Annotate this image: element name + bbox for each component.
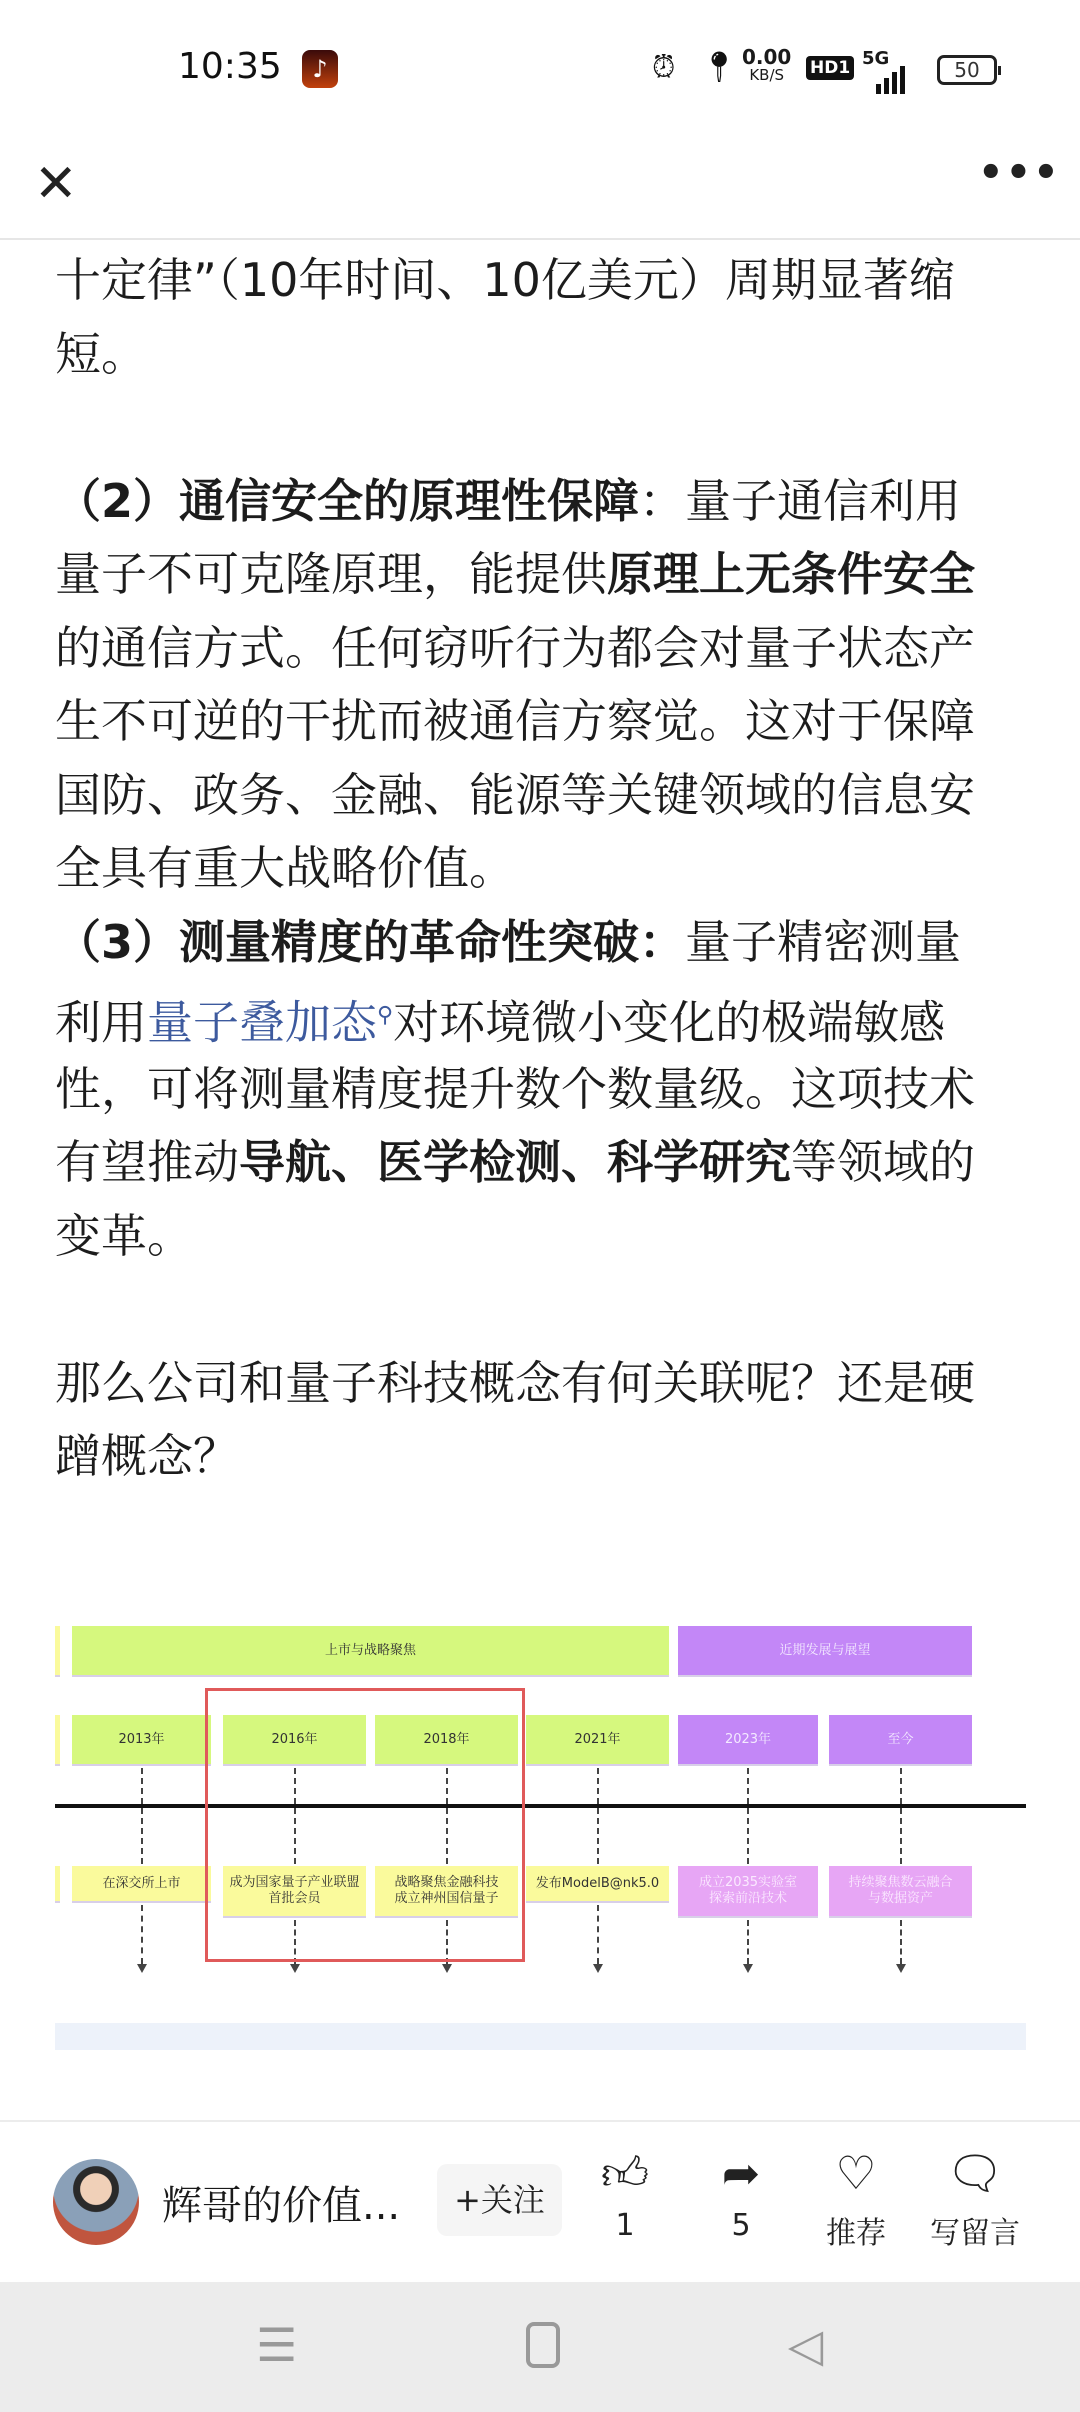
location-icon: 📍︎ [700, 50, 739, 85]
arrow-down-icon [743, 1964, 753, 1973]
timeline-event: 成立2035实验室 探索前沿技术 [678, 1866, 818, 1918]
bold-text: （3）测量精度的革命性突破： [55, 914, 686, 969]
article-line [55, 832, 1055, 906]
status-time: 10:35 [178, 46, 282, 87]
timeline-event: 发布ModelB@nk5.0 [526, 1866, 669, 1903]
close-icon[interactable]: ✕ [34, 154, 78, 214]
signal-bars-icon [876, 62, 905, 94]
timeline-year: 2016年 [223, 1715, 366, 1766]
heart-icon: ♡ [835, 2146, 877, 2200]
text-segment: 等领域的 [791, 1135, 975, 1189]
article-body [55, 244, 1055, 1494]
bold-text: 导航、医学检测、科学研究 [239, 1135, 791, 1189]
text-segment: 对环境微小变化的极端敏感 [393, 995, 946, 1050]
timeline-connector [597, 1905, 599, 1964]
menu-icon[interactable]: ☰ [256, 2318, 298, 2372]
article-line [55, 1420, 1055, 1494]
text-segment: 量子不可克隆原理，能提供 [55, 547, 607, 601]
timeline-event: 在深交所上市 [72, 1866, 211, 1903]
timeline-phase-partial [55, 1626, 60, 1677]
action-label: 5 [731, 2208, 751, 2243]
text-segment: 量子精密测量 [685, 914, 962, 969]
text-segment: 的通信方式。任何窃听行为都会对量子状态产 [55, 620, 975, 675]
search-icon[interactable]: ⚲ [377, 1003, 394, 1028]
comment-add-button[interactable] [925, 2142, 1025, 2252]
text-segment: 变革。 [55, 1208, 193, 1263]
timeline-connector [141, 1905, 143, 1964]
follow-button[interactable]: +关注 [437, 2164, 562, 2236]
hd-icon: HD1 [806, 56, 854, 80]
article-line [55, 465, 1055, 539]
keyword-link[interactable]: 量子叠加态 [147, 995, 377, 1050]
share-icon: ➦ [721, 2146, 761, 2200]
text-segment: 蹭概念？ [55, 1429, 239, 1483]
timeline-event: 成为国家量子产业联盟 首批会员 [223, 1866, 366, 1918]
timeline-year: 2018年 [375, 1715, 518, 1766]
tiktok-notification-icon: ♪ [302, 50, 338, 88]
timeline-connector [597, 1768, 599, 1864]
action-label: 写留言 [930, 2216, 1020, 2251]
thumbs-up-icon: 👍︎ [600, 2146, 650, 2200]
text-segment: 那么公司和量子科技概念有何关联呢？还是硬 [55, 1355, 975, 1410]
article-line [55, 1347, 1055, 1421]
timeline-year: 至今 [829, 1715, 972, 1766]
image-footer-bar [55, 2023, 1026, 2050]
home-icon[interactable] [526, 2322, 560, 2368]
bold-text: 原理上无条件安全 [607, 547, 975, 601]
text-segment: ：量子通信利用 [639, 473, 962, 528]
action-label: 推荐 [826, 2216, 886, 2251]
thumbs-up-button[interactable] [575, 2142, 675, 2243]
heart-button[interactable] [806, 2142, 906, 2252]
timeline-year: 2013年 [72, 1715, 211, 1766]
timeline-year: 2021年 [526, 1715, 669, 1766]
timeline-event: 持续聚焦数云融合 与数据资产 [829, 1866, 972, 1918]
article-line [55, 906, 1055, 980]
action-label: 1 [615, 2208, 635, 2243]
alarm-icon: ⏰︎ [652, 50, 676, 85]
article-line [55, 538, 1055, 612]
article-line [55, 685, 1055, 759]
article-line [55, 612, 1055, 686]
arrow-down-icon [137, 1964, 147, 1973]
text-segment: 生不可逆的干扰而被通信方察觉。这对于保障 [55, 694, 975, 748]
highlight-box [205, 1688, 525, 1962]
timeline-year: 2023年 [678, 1715, 818, 1766]
signal-type: 5G [862, 48, 890, 69]
net-speed-unit: KB/S [749, 66, 785, 84]
bottom-action-bar [0, 2120, 1080, 2282]
author-avatar[interactable] [53, 2159, 139, 2245]
timeline-phase-green: 上市与战略聚焦 [72, 1626, 669, 1677]
author-name[interactable]: 辉哥的价值... [162, 2183, 401, 2229]
system-nav-bar [0, 2282, 1080, 2412]
article-line [55, 759, 1055, 833]
text-segment: 十定律”（10年时间、10亿美元）周期显著缩 [55, 253, 955, 307]
timeline-axis [55, 1804, 1026, 1808]
article-line [55, 1053, 1055, 1127]
text-segment: 短。 [55, 326, 147, 381]
article-line [55, 244, 1055, 318]
timeline-phase-purple: 近期发展与展望 [678, 1626, 972, 1677]
status-bar [0, 0, 1080, 130]
timeline-connector [747, 1920, 749, 1964]
timeline-event-partial [55, 1866, 60, 1903]
text-segment: 国防、政务、金融、能源等关键领域的信息安 [55, 767, 975, 822]
text-segment: 有望推动 [55, 1135, 239, 1189]
timeline-year-partial [55, 1715, 60, 1766]
battery-icon: 50 [937, 55, 997, 85]
timeline-event: 战略聚焦金融科技 成立神州国信量子 [375, 1866, 518, 1918]
timeline-connector [900, 1920, 902, 1964]
arrow-down-icon [442, 1964, 452, 1973]
net-speed-value: 0.00 [742, 45, 792, 69]
arrow-down-icon [593, 1964, 603, 1973]
blank-line [55, 1273, 1055, 1347]
article-line [55, 1126, 1055, 1200]
text-segment: 性，可将测量精度提升数个数量级。这项技术 [55, 1061, 975, 1116]
timeline-connector [141, 1768, 143, 1864]
bold-text: （2）通信安全的原理性保障 [55, 473, 640, 528]
article-line [55, 1200, 1055, 1274]
blank-line [55, 391, 1055, 465]
comment-add-icon: 🗨︎ [945, 2146, 1005, 2200]
timeline-image [55, 1608, 1026, 2050]
more-icon[interactable]: ••• [978, 150, 1061, 196]
top-nav [0, 130, 1080, 240]
share-button[interactable] [691, 2142, 791, 2243]
timeline-connector [900, 1768, 902, 1864]
timeline-connector [747, 1768, 749, 1864]
article-line [55, 318, 1055, 392]
arrow-down-icon [290, 1964, 300, 1973]
article-line [55, 979, 1055, 1053]
text-segment: 全具有重大战略价值。 [55, 841, 515, 895]
back-icon[interactable]: ◁ [788, 2318, 824, 2372]
network-speed [742, 45, 792, 84]
arrow-down-icon [896, 1964, 906, 1973]
text-segment: 利用 [55, 995, 147, 1050]
